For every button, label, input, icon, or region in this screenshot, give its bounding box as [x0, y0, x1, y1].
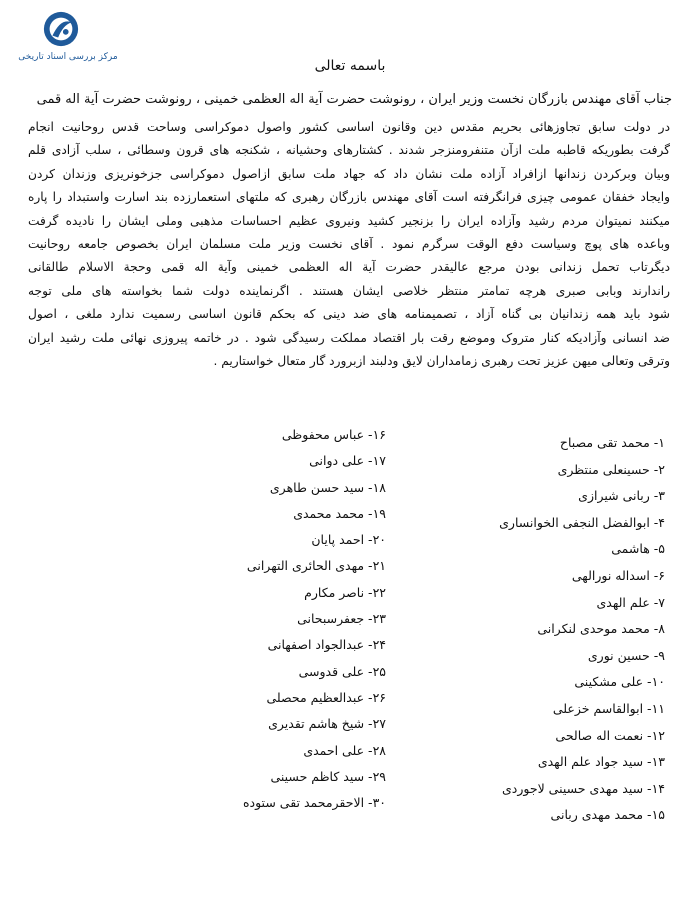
signatory-item: ۵- هاشمی	[611, 541, 665, 557]
signatory-item: ۷- علم الهدی	[596, 594, 665, 610]
letter-line: میکنند نمیتوان مردم رشید وآزاده ایران را بزنجیر کشید ونیروی عظیم احساسات مذهبی وملی ایشان را نادیده گرفت	[28, 213, 670, 228]
letter-body	[28, 116, 670, 373]
signatory-item: ۱۷- علی دوانی	[309, 453, 386, 469]
signatory-item: ۲۰- احمد پایان	[311, 532, 386, 548]
signatory-item: ۱- محمد تقی مصباح	[559, 435, 665, 450]
letter-line: ضد انسانی وآزادیکه کنار متروک وموضع رقت بار اقتصاد مملکت رسیدگی شود . در خاتمه پیروزی نهائی ملت رشید ایران	[28, 330, 670, 345]
letter-line-final: وترقی وتعالی میهن عزیز تحت رهبری زمامداران لایق ودلبند ازبرورد گار متعال خواستاریم .	[213, 353, 670, 368]
signatory-item: ۱۰- علی مشکینی	[574, 674, 665, 690]
letter-line: گرفت بطوریکه قاطبه ملت ازآن متنفرومنزجر شدند . کشتارهای وحشیانه ، شکنجه های قرون وسطائی ، سلب آزادی قلم	[28, 143, 670, 158]
letter-line: در دولت سابق تجاوزهائی بحریم مقدس دین وقانون اساسی کشور واصول دموکراسی وساحت قدس روحانیت انجام	[28, 120, 670, 134]
signatories-list-right	[420, 430, 665, 829]
letter-line: وایجاد خفقان عمومی چیزی فرانگرفته است آقای مهندس بازرگان رهبری که ملتهای استعمارزده بند اسارت واستبداد را پاره	[28, 190, 670, 205]
addressee-line: جناب آقای مهندس بازرگان نخست وزیر ایران ، رونوشت حضرت آیة اله العظمی خمینی ، رونوشت حضرت آیة اله قمی	[36, 92, 672, 107]
signatory-item: ۲۳- جعفرسبحانی	[297, 611, 386, 627]
archive-logo-text: مرکز بررسی اسناد تاریخی	[18, 52, 118, 62]
signatory-item: ۲۷- شیخ هاشم تقدیری	[268, 716, 386, 732]
signatory-item: ۲۵- علی قدوسی	[298, 663, 386, 679]
signatory-item: ۱۸- سید حسن طاهری	[269, 479, 386, 495]
document-heading: باسمه تعالی	[314, 58, 386, 74]
signatory-item: ۹- حسین نوری	[587, 647, 665, 663]
signatory-item: ۱۴- سید مهدی حسینی لاجوردی	[502, 780, 665, 796]
signatory-item: ۲- حسینعلی منتظری	[557, 461, 665, 477]
archive-emblem-icon	[42, 10, 80, 48]
signatory-item: ۴- ابوالفضل النجفی الخوانساری	[499, 514, 665, 530]
signatory-item: ۶- اسداله نورالهی	[571, 567, 665, 583]
signatory-item: ۳- ربانی شیرازی	[578, 488, 665, 504]
letter-line: وبیان وبرکردن زندانها ازافراد آزاده ملت نشان داد که جهاد ملت سابق ازاصول دموکراسی جزخونریزی وزندان کردن	[28, 166, 670, 181]
signatory-item: ۲۸- علی احمدی	[303, 742, 386, 758]
letter-line: راندارند وبابی صبری هرچه تمامتر منتظر خلاصی ایشان هستند . اگرنماینده دولت شما بخواسته های ملی توجه	[28, 283, 670, 298]
letter-line: دیگرتاب تحمل زندانی بودن مرجع عالیقدر حضرت آیة اله العظمی خمینی وآیة اله قمی وحجة الاسلام طالقانی	[28, 260, 670, 275]
signatory-item: ۱۵- محمد مهدی ربانی	[550, 807, 665, 823]
signatory-item: ۱۳- سید جواد علم الهدی	[537, 754, 665, 770]
signatory-item: ۲۹- سید کاظم حسینی	[270, 768, 386, 784]
letter-line: وباعده های پوچ وسیاست دفع الوقت سرگرم نمود . آقای نخست وزیر ملت مسلمان ایران بخصوص جامعه روحانیت	[28, 236, 670, 251]
signatory-item: ۲۴- عبدالجواد اصفهانی	[267, 637, 386, 653]
signatory-item: ۱۹- محمد محمدی	[293, 505, 386, 521]
signatory-item: ۲۲- ناصر مکارم	[304, 584, 386, 600]
signatory-item: ۳۰- الاحقرمحمد تقی ستوده	[242, 795, 386, 811]
signatory-item: ۱۶- عباس محفوظی	[281, 427, 386, 442]
signatory-item: ۱۲- نعمت اله صالحی	[555, 727, 665, 743]
signatory-item: ۲۶- عبدالعظیم محصلی	[266, 689, 386, 705]
signatories-list-left	[176, 422, 386, 816]
signatory-item: ۸- محمد موحدی لنکرانی	[537, 621, 665, 637]
letter-line: شود باید همه زندانیان بی گناه آزاد ، تصمیمنامه های ضد دینی که بحکم قانون اساسی رسمیت ندارد ملغی ، اصول	[28, 307, 670, 322]
signatory-item: ۲۱- مهدی الحائری التهرانی	[246, 558, 386, 574]
signatory-item: ۱۱- ابوالقاسم خزعلی	[552, 700, 665, 716]
